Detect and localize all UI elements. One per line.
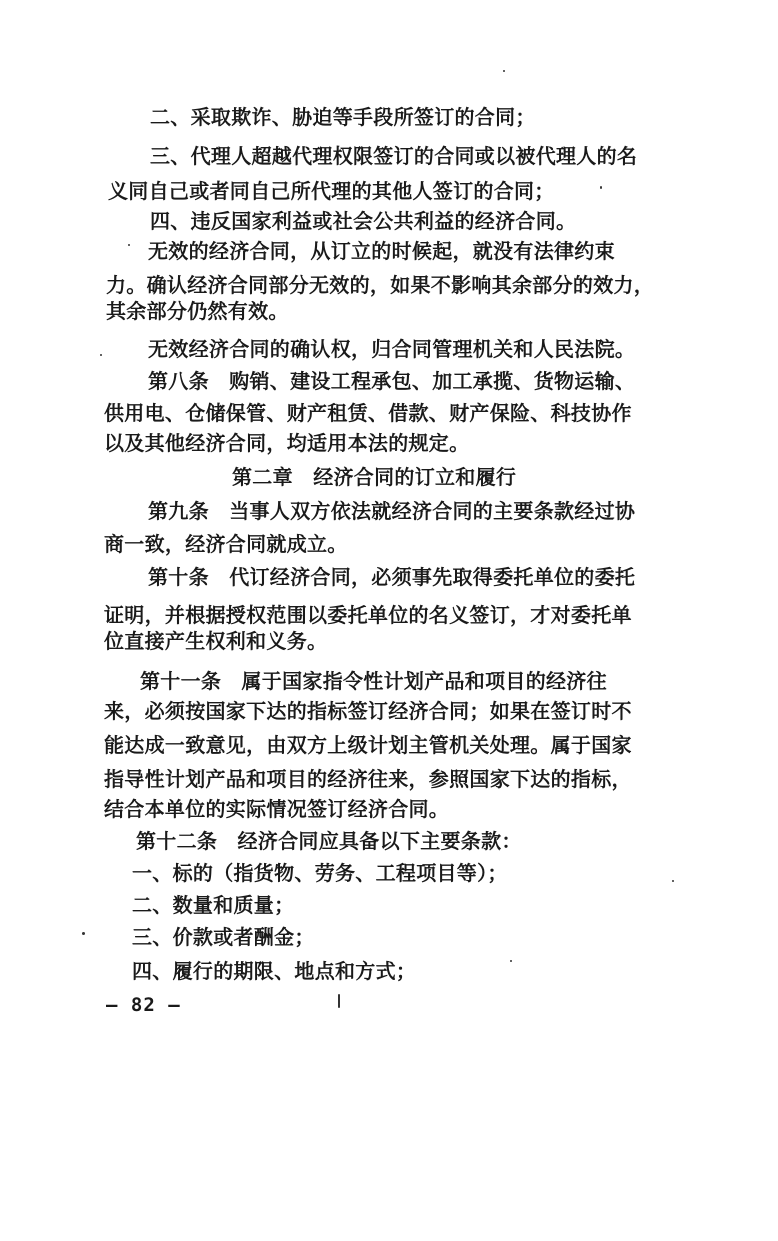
text-line: 以及其他经济合同，均适用本法的规定。: [104, 431, 470, 455]
text-line: 位直接产生权利和义务。: [104, 629, 328, 653]
scan-speck: [82, 932, 85, 935]
text-line: 第九条 当事人双方依法就经济合同的主要条款经过协: [148, 499, 636, 523]
text-line: 指导性计划产品和项目的经济往来，参照国家下达的指标，: [104, 767, 632, 791]
scan-speck: [510, 960, 512, 962]
text-line: 三、价款或者酬金；: [132, 925, 315, 949]
scan-speck: [600, 186, 602, 189]
text-line: 第八条 购销、建设工程承包、加工承揽、货物运输、: [148, 369, 636, 393]
text-line: 三、代理人超越代理权限签订的合同或以被代理人的名: [150, 144, 638, 168]
text-line: 力。确认经济合同部分无效的，如果不影响其余部分的效力，: [106, 273, 655, 297]
text-line: 商一致，经济合同就成立。: [104, 532, 348, 556]
text-line: 第十条 代订经济合同，必须事先取得委托单位的委托: [148, 565, 636, 589]
text-line: 能达成一致意见，由双方上级计划主管机关处理。属于国家: [104, 733, 632, 757]
text-line: 无效的经济合同，从订立的时候起，就没有法律约束: [148, 239, 615, 263]
text-line: 证明，并根据授权范围以委托单位的名义签订，才对委托单: [104, 603, 632, 627]
text-line: 四、履行的期限、地点和方式；: [132, 959, 417, 983]
text-line: 二、采取欺诈、胁迫等手段所签订的合同；: [150, 105, 536, 129]
text-line: 结合本单位的实际情况签订经济合同。: [104, 797, 450, 821]
scan-speck: [128, 244, 130, 246]
page-number: — 82 —: [106, 994, 181, 1016]
text-line: 四、违反国家利益或社会公共利益的经济合同。: [150, 209, 577, 233]
scan-speck: [338, 994, 340, 1008]
chapter-heading: 第二章 经济合同的订立和履行: [232, 465, 517, 489]
text-line: 第十二条 经济合同应具备以下主要条款：: [136, 829, 522, 853]
text-line: 一、标的（指货物、劳务、工程项目等）；: [132, 861, 508, 885]
text-line: 二、数量和质量；: [132, 893, 295, 917]
text-line: 无效经济合同的确认权，归合同管理机关和人民法院。: [148, 337, 636, 361]
text-line: 第十一条 属于国家指令性计划产品和项目的经济往: [140, 669, 607, 693]
text-line: 其余部分仍然有效。: [106, 299, 289, 323]
text-line: 来，必须按国家下达的指标签订经济合同；如果在签订时不: [104, 699, 632, 723]
scan-speck: [100, 354, 102, 356]
text-line: 供用电、仓储保管、财产租赁、借款、财产保险、科技协作: [104, 401, 632, 425]
scan-speck: [672, 880, 674, 882]
scan-speck: [503, 70, 505, 72]
text-line: 义同自己或者同自己所代理的其他人签订的合同；: [108, 179, 555, 203]
